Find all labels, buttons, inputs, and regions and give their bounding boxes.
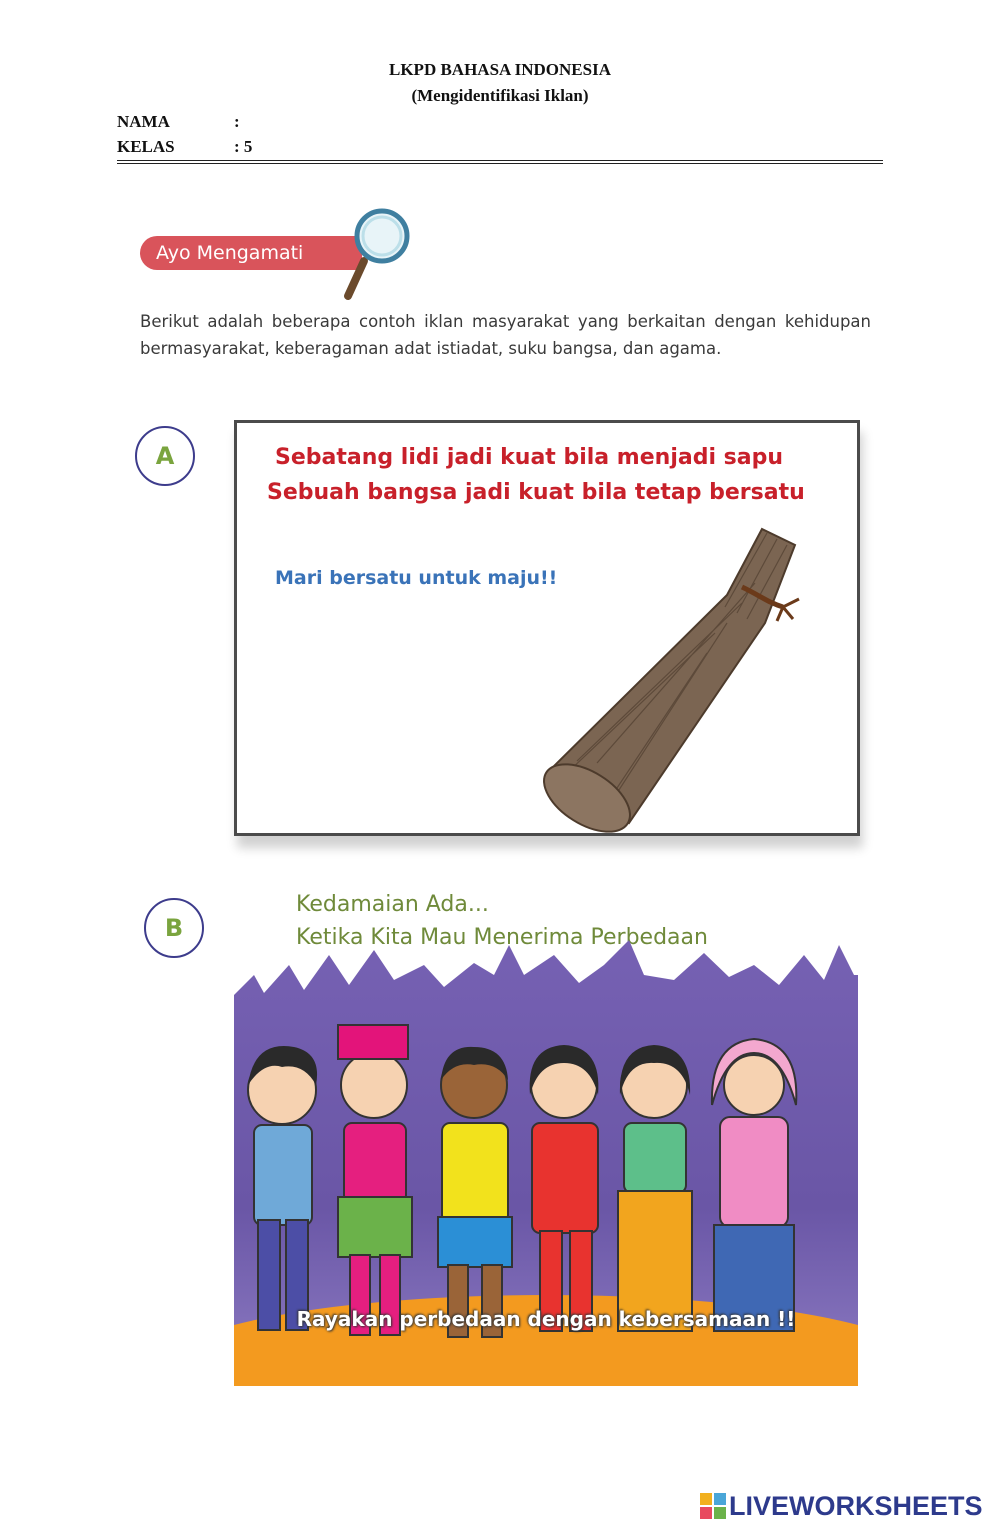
worksheet-title: LKPD BAHASA INDONESIA — [389, 60, 611, 79]
liveworksheets-icon — [700, 1493, 726, 1519]
worksheet-subtitle: (Mengidentifikasi Iklan) — [411, 86, 589, 105]
label-b: B — [144, 898, 204, 958]
ad-b-card — [234, 935, 858, 1386]
broom-illustration — [537, 523, 817, 833]
header-divider — [117, 160, 883, 161]
nama-value[interactable]: : — [234, 112, 240, 131]
kelas-label: KELAS — [117, 137, 175, 156]
ad-b-line2: Ketika Kita Mau Menerima Perbedaan — [296, 925, 708, 950]
ad-b-line1: Kedamaian Ada... — [296, 892, 489, 917]
ad-a-slogan: Mari bersatu untuk maju!! — [275, 567, 558, 589]
label-a: A — [135, 426, 195, 486]
ad-b-caption: Rayakan perbedaan dengan kebersamaan !! — [296, 1307, 796, 1331]
magnifier-icon — [340, 206, 415, 302]
liveworksheets-logo[interactable] — [700, 1491, 983, 1521]
header-divider-second — [117, 163, 883, 164]
ad-a-line2: Sebuah bangsa jadi kuat bila tetap bersatu — [267, 480, 805, 505]
brand-text: LIVEWORKSHEETS — [729, 1490, 983, 1521]
section-badge: Ayo Mengamati — [140, 236, 362, 270]
ad-a-line1: Sebatang lidi jadi kuat bila menjadi sapu — [275, 445, 783, 470]
intro-paragraph: Berikut adalah beberapa contoh iklan masyarakat yang berkaitan dengan kehidupan bermasyarakat, keberagaman adat istiadat, suku bangsa, dan agama. — [140, 312, 871, 358]
kelas-value[interactable]: : 5 — [234, 137, 253, 156]
nama-label: NAMA — [117, 112, 170, 131]
ad-a-card — [234, 420, 860, 836]
